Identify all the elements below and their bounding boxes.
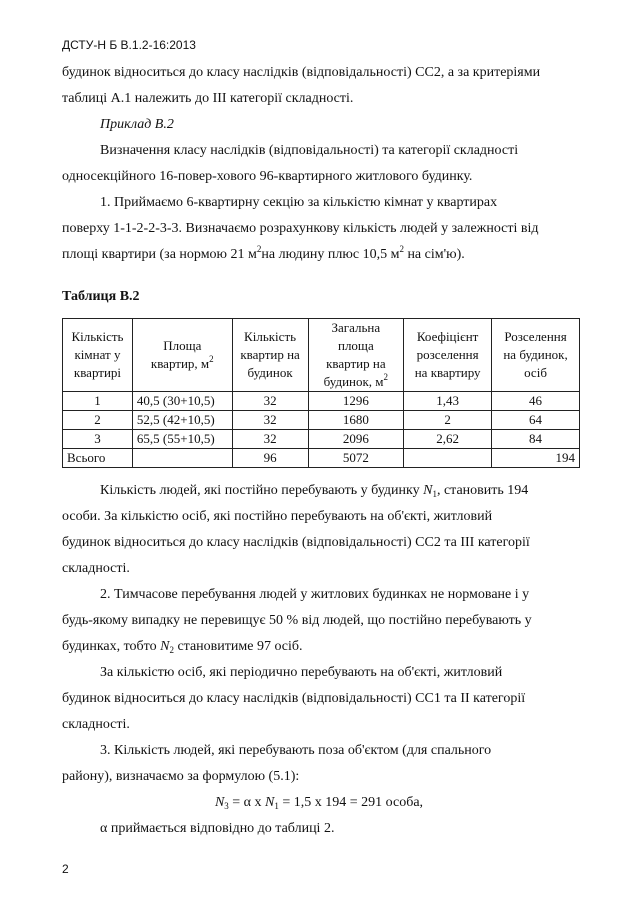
after-table-line-2: особи. За кількістю осіб, які постійно перебувають на об'єкті, житловий [62, 509, 493, 524]
cell-rooms: 2 [63, 411, 133, 430]
body-section [62, 478, 576, 842]
cell-total-area-empty [132, 449, 232, 468]
header-area: Площа квартир, $м^2$ [132, 319, 232, 392]
cell-total-area: 2096 [308, 430, 404, 449]
intro-line-2: таблиці А.1 належить до ІІІ категорії складності. [62, 91, 354, 106]
cell-apartments: 32 [232, 411, 308, 430]
header-coefficient: Коефіцієнт розселення на квартиру [404, 319, 492, 392]
page-number: 2 [62, 862, 69, 876]
example-line-2: односекційного 16-повер-хового 96-квартирного житлового будинку. [62, 169, 473, 184]
header-apartments: Кількість квартир на будинок [232, 319, 308, 392]
formula-line: $N_3 = \alpha$ х $N_1 = 1,5$ х 194 = 291 особа, [214, 795, 424, 811]
cell-area: 52,5 (42+10,5) [132, 411, 232, 430]
settlement-table [62, 318, 580, 468]
table-header-row [63, 319, 580, 392]
cell-coefficient: 2,62 [404, 430, 492, 449]
step1-line-1: 1. Приймаємо 6-квартирну секцію за кількістю кімнат у квартирах [100, 195, 498, 210]
after-table-line-3: будинок відноситься до класу наслідків (відповідальності) СС2 та ІІІ категорії [62, 535, 530, 550]
cell-coefficient: 2 [404, 411, 492, 430]
table-row [63, 430, 580, 449]
cell-total-coefficient [404, 449, 492, 468]
cell-rooms: 1 [63, 392, 133, 411]
cell-rooms: 3 [63, 430, 133, 449]
document-header: ДСТУ-Н Б В.1.2-16:2013 [62, 38, 196, 52]
example-line-1: Визначення класу наслідків (відповідальності) та категорії складності [100, 143, 519, 158]
cell-settlement: 64 [492, 411, 580, 430]
table-title: Таблиця В.2 [62, 289, 140, 304]
cell-total-apartments: 96 [232, 449, 308, 468]
step2-line-3: будинках, тобто $N_2$ становитиме 97 осіб. [62, 639, 303, 655]
cell-apartments: 32 [232, 430, 308, 449]
cell-area: 40,5 (30+10,5) [132, 392, 232, 411]
header-rooms: Кількість кімнат у квартирі [63, 319, 133, 392]
cell-area: 65,5 (55+10,5) [132, 430, 232, 449]
cell-settlement: 84 [492, 430, 580, 449]
table-row [63, 392, 580, 411]
step3-line-1: 3. Кількість людей, які перебувають поза об'єктом (для спального [100, 743, 492, 758]
alpha-line: α приймається відповідно до таблиці 2. [100, 821, 335, 836]
periodic-line-1: За кількістю осіб, які періодично перебувають на об'єкті, житловий [100, 665, 503, 680]
header-total-area: Загальна площа квартир на будинок, $м^2$ [308, 319, 404, 392]
cell-settlement: 46 [492, 392, 580, 411]
example-label: Приклад В.2 [100, 117, 174, 132]
after-table-line-1: Кількість людей, які постійно перебувають у будинку $N_1$, становить 194 [100, 483, 529, 499]
cell-total-total-area: 5072 [308, 449, 404, 468]
cell-total-label: Всього [63, 449, 133, 468]
intro-section [62, 60, 576, 268]
step1-line-2: поверху 1-1-2-2-3-3. Визначаємо розрахункову кількість людей у залежності від [62, 221, 539, 236]
periodic-line-2: будинок відноситься до класу наслідків (відповідальності) СС1 та ІІ категорії [62, 691, 526, 706]
periodic-line-3: складності. [62, 717, 130, 732]
cell-apartments: 32 [232, 392, 308, 411]
table-row [63, 411, 580, 430]
cell-total-area: 1680 [308, 411, 404, 430]
header-settlement: Розселення на будинок, осіб [492, 319, 580, 392]
cell-coefficient: 1,43 [404, 392, 492, 411]
intro-line-1: будинок відноситься до класу наслідків (відповідальності) СС2, а за критеріями [62, 65, 541, 80]
step3-line-2: району), визначаємо за формулою (5.1): [62, 769, 300, 784]
step1-line-3: площі квартири (за нормою 21 $м^2на$ людину плюс 10,5 $м^2$ на сім'ю). [62, 244, 465, 262]
table-total-row [63, 449, 580, 468]
cell-total-settlement: 194 [492, 449, 580, 468]
step2-line-2: будь-якому випадку не перевищує 50 % від людей, що постійно перебувають у [62, 613, 532, 628]
step2-line-1: 2. Тимчасове перебування людей у житлових будинках не нормоване і у [100, 587, 530, 602]
after-table-line-4: складності. [62, 561, 130, 576]
cell-total-area: 1296 [308, 392, 404, 411]
